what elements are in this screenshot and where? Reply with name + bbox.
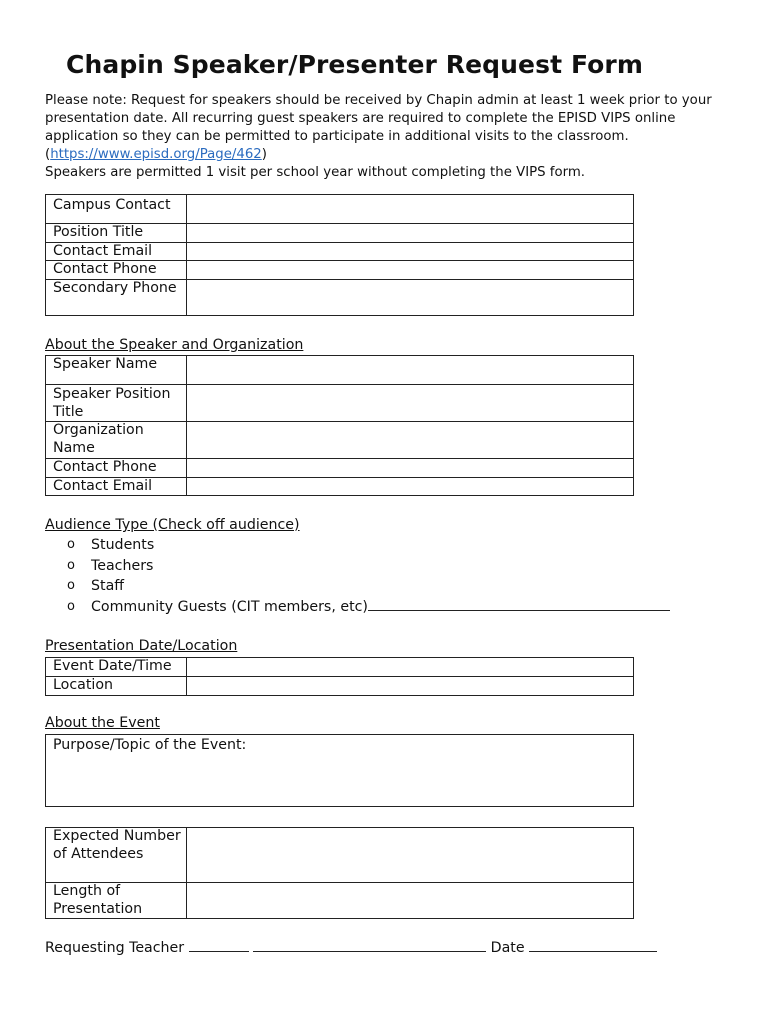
input-secondary-phone[interactable] xyxy=(187,279,634,315)
audience-option-staff[interactable]: o Staff xyxy=(67,576,670,597)
label-campus-contact: Campus Contact xyxy=(46,195,187,224)
label-contact-phone: Contact Phone xyxy=(46,261,187,280)
label-purpose: Purpose/Topic of the Event: xyxy=(53,737,247,753)
label-speaker-position: Speaker Position Title xyxy=(46,385,187,422)
note-limit: Speakers are permitted 1 visit per school year without completing the VIPS form. xyxy=(45,165,586,180)
input-speaker-email[interactable] xyxy=(187,477,634,496)
input-contact-phone[interactable] xyxy=(187,261,634,280)
event-heading: About the Event xyxy=(45,715,160,731)
audience-option-students[interactable]: o Students xyxy=(67,535,670,556)
date-label: Date xyxy=(490,940,525,956)
checkbox-bullet: o xyxy=(67,557,75,573)
label-presentation-length: Length of Presentation xyxy=(46,883,187,919)
speaker-table xyxy=(45,355,634,496)
vips-link[interactable]: https://www.episd.org/Page/462 xyxy=(50,147,262,162)
input-contact-email[interactable] xyxy=(187,242,634,261)
community-guests-blank[interactable] xyxy=(368,597,670,611)
contact-table xyxy=(45,194,634,316)
input-presentation-length[interactable] xyxy=(187,883,634,919)
label-location: Location xyxy=(46,677,187,696)
note-intro: Please note: Request for speakers should be received by Chapin admin at least 1 week prior to your presentation date. All recurring guest speakers are required to complete the EPISD VIPS online application so they can be permitted to participate in additional visits to the classroom. ( xyxy=(45,93,712,162)
requesting-teacher-label: Requesting Teacher xyxy=(45,940,185,956)
event-details-table xyxy=(45,827,634,919)
checkbox-bullet: o xyxy=(67,537,75,552)
label-secondary-phone: Secondary Phone xyxy=(46,279,187,315)
audience-list xyxy=(67,535,670,617)
page-title: Chapin Speaker/Presenter Request Form xyxy=(66,50,643,79)
signature-line xyxy=(45,938,657,956)
label-expected-attendees: Expected Number of Attendees xyxy=(46,828,187,883)
input-location[interactable] xyxy=(187,677,634,696)
audience-option-teachers[interactable]: o Teachers xyxy=(67,556,670,577)
audience-option-community[interactable]: o Community Guests (CIT members, etc) xyxy=(67,597,670,618)
label-organization-name: Organization Name xyxy=(46,422,187,459)
label-speaker-phone: Contact Phone xyxy=(46,459,187,478)
label-speaker-name: Speaker Name xyxy=(46,356,187,385)
input-organization-name[interactable] xyxy=(187,422,634,459)
label-position-title: Position Title xyxy=(46,224,187,243)
checkbox-bullet: o xyxy=(67,598,75,614)
label-speaker-email: Contact Email xyxy=(46,477,187,496)
checkbox-bullet: o xyxy=(67,578,75,593)
instructions-note xyxy=(45,92,745,182)
speaker-section-heading: About the Speaker and Organization xyxy=(45,337,304,353)
label-event-date: Event Date/Time xyxy=(46,658,187,677)
input-speaker-position[interactable] xyxy=(187,385,634,422)
input-position-title[interactable] xyxy=(187,224,634,243)
teacher-initial-blank[interactable] xyxy=(189,938,249,952)
input-campus-contact[interactable] xyxy=(187,195,634,224)
note-paragraph: Please note: Request for speakers should be received by Chapin admin at least 1 week prior to your presentation date. All recurring guest speakers are required to complete the EPISD VIPS online application so they can be permitted to participate in additional visits to the classroom. (https://www.episd.org/Page/462) xyxy=(45,93,712,162)
input-speaker-phone[interactable] xyxy=(187,459,634,478)
input-expected-attendees[interactable] xyxy=(187,828,634,883)
input-event-date[interactable] xyxy=(187,658,634,677)
teacher-name-blank[interactable] xyxy=(253,938,486,952)
input-speaker-name[interactable] xyxy=(187,356,634,385)
presentation-heading: Presentation Date/Location xyxy=(45,638,238,654)
date-blank[interactable] xyxy=(529,938,657,952)
audience-heading: Audience Type (Check off audience) xyxy=(45,517,300,533)
purpose-table xyxy=(45,734,634,807)
label-contact-email: Contact Email xyxy=(46,242,187,261)
presentation-table xyxy=(45,657,634,696)
input-purpose[interactable] xyxy=(46,735,634,807)
